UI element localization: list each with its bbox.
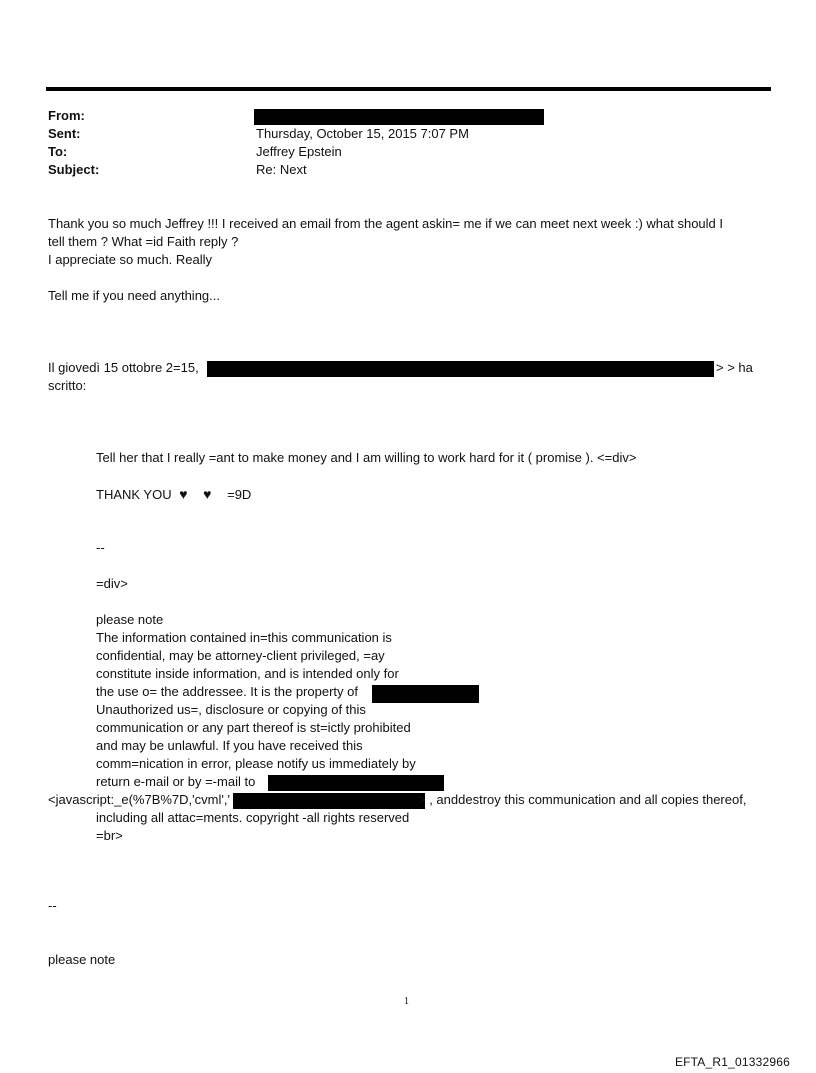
tail-please-note: please note <box>48 952 116 967</box>
email-redaction <box>268 775 444 791</box>
body-line-3: I appreciate so much. Really <box>48 252 213 267</box>
encoded-char: =9D <box>227 487 252 502</box>
sent-label: Sent: <box>48 126 81 141</box>
quoted-line-1: Tell her that I really =ant to make money and I am willing to work hard for it ( promise ). <=div> <box>96 450 637 465</box>
to-label: To: <box>48 144 68 159</box>
javascript-link-suffix: > , anddestroy this communication and all copies thereof, <box>418 792 747 807</box>
quote-header-suffix: > > ha <box>716 360 753 375</box>
disclaimer-line: confidential, may be attorney-client privileged, =ay <box>96 648 385 663</box>
javascript-link-prefix: <javascript:_e(%7B%7D,'cvml',' <box>48 792 230 807</box>
disclaimer-line: The information contained in=this communication is <box>96 630 392 645</box>
disclaimer-line: Unauthorized us=, disclosure or copying of this <box>96 702 366 717</box>
body-line-2: tell them ? What =id Faith reply ? <box>48 234 239 249</box>
disclaimer-line: constitute inside information, and is intended only for <box>96 666 399 681</box>
quoted-last-line-1: including all attac=ments. copyright -all rights reserved <box>96 810 410 825</box>
from-redaction <box>254 109 544 125</box>
from-label: From: <box>48 108 85 123</box>
disclaimer-line: communication or any part thereof is st=ictly prohibited <box>96 720 411 735</box>
thank-you-text: THANK YOU <box>96 487 172 502</box>
heart-icon: ♥ <box>203 486 212 502</box>
quote-header-redaction <box>207 361 714 377</box>
sent-value: Thursday, October 15, 2015 7:07 PM <box>256 126 469 141</box>
subject-value: Re: Next <box>256 162 307 177</box>
javascript-link-redaction <box>233 793 425 809</box>
page-number: 1 <box>404 996 409 1007</box>
disclaimer-line: the use o= the addressee. It is the property of <box>96 684 358 699</box>
quote-header-line-2: scritto: <box>48 378 87 393</box>
owner-redaction <box>372 685 479 703</box>
quote-header-prefix: Il giovedì 15 ottobre 2=15, <box>48 360 199 375</box>
tail-dashes: -- <box>48 898 57 913</box>
body-line-1: Thank you so much Jeffrey !!! I received an email from the agent askin= me if we can meet next week :) what should I <box>48 216 724 231</box>
quoted-last-line-2: =br> <box>96 828 123 843</box>
disclaimer-line: comm=nication in error, please notify us immediately by <box>96 756 416 771</box>
to-value: Jeffrey Epstein <box>256 144 342 159</box>
document-id: EFTA_R1_01332966 <box>674 1055 790 1069</box>
disclaimer-line: return e-mail or by =-mail to <box>96 774 256 789</box>
quoted-dashes: -- <box>96 540 105 555</box>
heart-icon: ♥ <box>179 486 188 502</box>
thank-you-line <box>96 485 251 504</box>
subject-label: Subject: <box>48 162 100 177</box>
body-line-4: Tell me if you need anything... <box>48 288 220 303</box>
disclaimer-line: and may be unlawful. If you have received this <box>96 738 363 753</box>
header-rule <box>46 87 771 91</box>
quoted-please-note: please note <box>96 612 164 627</box>
quoted-div: =div> <box>96 576 128 591</box>
